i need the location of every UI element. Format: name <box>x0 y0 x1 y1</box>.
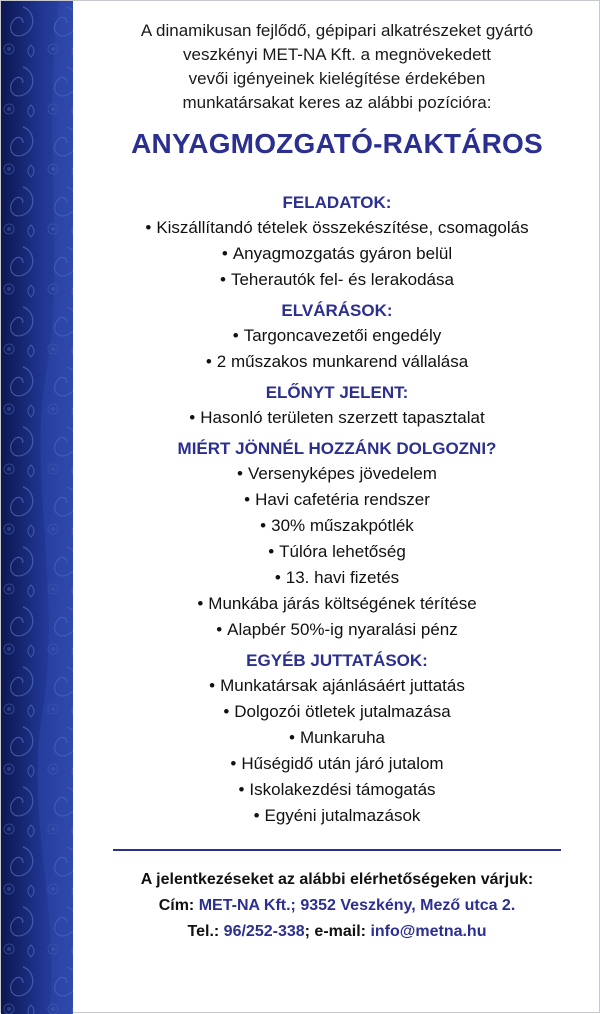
intro-line: vevői igényeinek kielégítése érdekében <box>188 69 486 88</box>
section-why-us <box>73 437 600 643</box>
list-item: • Alapbér 50%-ig nyaralási pénz <box>216 620 458 639</box>
contact-intro: A jelentkezéseket az alábbi elérhetőségeken várjuk: <box>140 871 534 888</box>
list-item: • 13. havi fizetés <box>274 568 400 587</box>
section-heading: ELVÁRÁSOK: <box>281 301 393 320</box>
list-item: • Teherautók fel- és lerakodása <box>220 270 454 289</box>
paisley-pattern-icon <box>1 1 73 1014</box>
list-item: • Anyagmozgatás gyáron belül <box>221 244 453 263</box>
intro-line: A dinamikusan fejlődő, gépipari alkatrészeket gyártó <box>140 21 534 40</box>
section-heading: EGYÉB JUTTATÁSOK: <box>246 651 428 670</box>
decorative-paisley-strip <box>1 1 73 1014</box>
list-item: • Havi cafetéria rendszer <box>244 490 430 509</box>
section-tasks <box>73 191 600 293</box>
section-advantage <box>73 381 600 431</box>
intro-text <box>83 19 591 115</box>
list-item: • Iskolakezdési támogatás <box>238 780 436 799</box>
ad-content <box>73 1 600 1014</box>
section-other-benefits <box>73 649 600 829</box>
contact-address: Cím: MET-NA Kft.; 9352 Veszkény, Mező utca 2. <box>158 897 516 914</box>
section-requirements <box>73 299 600 375</box>
list-item: • Dolgozói ötletek jutalmazása <box>223 702 451 721</box>
intro-line: veszkényi MET-NA Kft. a megnövekedett <box>182 45 492 64</box>
contact-block <box>73 867 600 945</box>
list-item: • Hasonló területen szerzett tapasztalat <box>189 408 485 427</box>
list-item: • Hűségidő után járó jutalom <box>230 754 444 773</box>
position-title: ANYAGMOZGATÓ-RAKTÁROS <box>131 128 543 159</box>
list-item: • Túlóra lehetőség <box>268 542 406 561</box>
address-text: 9352 Veszkény, Mező utca 2. <box>300 897 516 914</box>
list-item: • Versenyképes jövedelem <box>237 464 437 483</box>
section-heading: FELADATOK: <box>282 193 392 212</box>
phone-number: 96/252-338 <box>223 923 305 940</box>
contact-phone-email: Tel.: 96/252-338; e-mail: info@metna.hu <box>187 923 487 940</box>
email-link[interactable]: info@metna.hu <box>370 923 487 940</box>
company-name: MET-NA Kft.; <box>198 897 296 914</box>
intro-line: munkatársakat keres az alábbi pozícióra: <box>182 93 492 112</box>
list-item: • Targoncavezetői engedély <box>232 326 442 345</box>
list-item: • Munkatársak ajánlásáért juttatás <box>209 676 465 695</box>
list-item: • Egyéni jutalmazások <box>253 806 421 825</box>
section-heading: MIÉRT JÖNNÉL HOZZÁNK DOLGOZNI? <box>177 439 497 458</box>
section-heading: ELŐNYT JELENT: <box>265 383 409 402</box>
list-item: • 2 műszakos munkarend vállalása <box>205 352 469 371</box>
list-item: • 30% műszakpótlék <box>260 516 414 535</box>
list-item: • Munkaruha <box>288 728 385 747</box>
list-item: • Kiszállítandó tételek összekészítése, csomagolás <box>145 218 529 237</box>
divider <box>113 849 561 851</box>
list-item: • Munkába járás költségének térítése <box>197 594 477 613</box>
